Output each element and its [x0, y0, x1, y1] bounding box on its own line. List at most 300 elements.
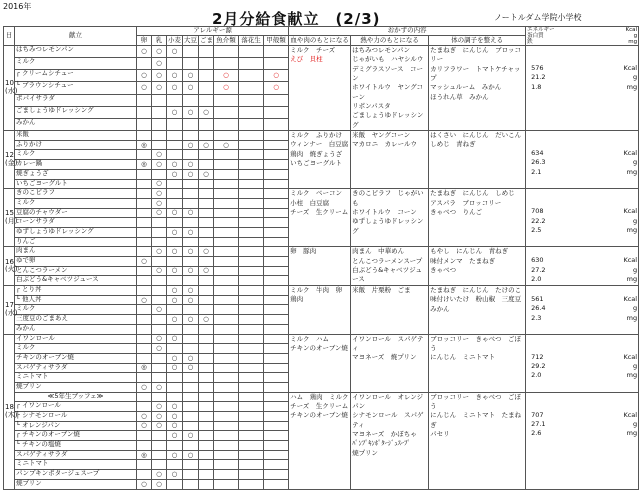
- allergen-mark: [152, 106, 167, 118]
- allergen-mark: [137, 315, 152, 325]
- allergen-mark: [214, 208, 239, 218]
- allergen-mark: ○: [152, 305, 167, 315]
- allergen-mark: [214, 106, 239, 118]
- allergen-mark: [239, 402, 264, 412]
- allergen-mark: [199, 276, 214, 286]
- blood-cell: [289, 46, 351, 131]
- allergen-mark: [137, 237, 152, 247]
- allergen-mark: [137, 58, 152, 70]
- allergen-mark: ○: [183, 315, 199, 325]
- ingredient-line: アスパラ ブロッコリー: [430, 198, 502, 207]
- allergen-mark: [183, 179, 199, 189]
- nutrition-value: 26.3 g: [531, 158, 638, 167]
- allergen-mark: [264, 431, 289, 441]
- menu-item: ┌ クリームシチュー: [15, 70, 137, 82]
- allergen-mark: [239, 118, 264, 130]
- allergen-mark: ○: [183, 160, 199, 170]
- allergen-mark: [264, 286, 289, 296]
- nutrition-cell: [526, 334, 639, 392]
- allergen-mark: [152, 118, 167, 130]
- allergen-mark: [137, 392, 152, 402]
- allergen-mark: [264, 324, 289, 334]
- allergen-mark: [214, 431, 239, 441]
- allergen-mark: [183, 421, 199, 431]
- allergen-mark: [239, 189, 264, 199]
- allergen-mark: ○: [152, 82, 167, 94]
- blood-cell: [289, 189, 351, 247]
- allergen-mark: [199, 295, 214, 305]
- allergen-mark: [214, 324, 239, 334]
- allergen-mark: [137, 334, 152, 344]
- ingredient-line: カリフラワー トマトケチャップ: [430, 64, 521, 83]
- ingredient-line: ごましょうゆドレッシング: [352, 111, 424, 129]
- allergen-mark: [199, 450, 214, 460]
- blood-cell: [289, 286, 351, 334]
- allergen-mark: [264, 382, 289, 392]
- allergen-mark: [199, 373, 214, 383]
- ingredient-line: チキンのオーブン焼: [290, 411, 348, 420]
- allergen-mark: [214, 334, 239, 344]
- allergen-mark: [199, 324, 214, 334]
- menu-item: ふりかけ: [15, 140, 137, 150]
- allergen-mark: [199, 227, 214, 237]
- menu-item: イワンロール: [15, 334, 137, 344]
- allergen-mark: [214, 198, 239, 208]
- allergen-mark: [152, 353, 167, 363]
- allergen-mark: ○: [152, 179, 167, 189]
- allergen-mark: ○: [167, 70, 183, 82]
- allergen-mark: [239, 160, 264, 170]
- allergen-mark: [239, 460, 264, 470]
- body-cell: [429, 247, 526, 286]
- allergen-mark: ○: [183, 140, 199, 150]
- nutrition-value: 2.3 mg: [531, 313, 638, 322]
- allergen-mark: ○: [183, 450, 199, 460]
- allergen-mark: [214, 227, 239, 237]
- menu-item: ≪5年生ブッフェ≫: [15, 392, 137, 402]
- allergen-mark: [239, 470, 264, 480]
- allergen-mark: [167, 140, 183, 150]
- menu-item: ミルク: [15, 305, 137, 315]
- allergen-mark: [264, 198, 289, 208]
- allergen-mark: [152, 450, 167, 460]
- allergen-mark: [183, 460, 199, 470]
- ingredient-line: チーズ 生クリーム: [290, 402, 349, 410]
- allergen-mark: [152, 295, 167, 305]
- allergen-mark: ○: [167, 412, 183, 422]
- school-name: ノートルダム学院小学校: [494, 13, 582, 22]
- allergen-mark: [264, 479, 289, 489]
- allergen-mark: [264, 189, 289, 199]
- menu-item: └ ブラウンシチュー: [15, 82, 137, 94]
- allergen-mark: ○: [167, 450, 183, 460]
- menu-item: └ チキンの塩焼: [15, 441, 137, 451]
- allergen-mark: [214, 118, 239, 130]
- allergen-mark: [239, 392, 264, 402]
- allergen-mark: [214, 150, 239, 160]
- ingredient-line: チキンのオーブン焼: [290, 343, 348, 352]
- menu-item: スパゲティサラダ: [15, 363, 137, 373]
- allergen-mark: [199, 218, 214, 228]
- ingredient-line: 味付けいたけ 粉山椒 三度豆: [430, 295, 522, 304]
- ingredient-line: たまねぎ にんじん たけのこ: [430, 286, 522, 295]
- allergen-mark: [183, 334, 199, 344]
- allergen-mark: [137, 150, 152, 160]
- ingredient-line: マヨネーズ 焼プリン: [352, 353, 417, 362]
- ingredient-line: パセリ: [430, 430, 450, 439]
- menu-item: └ オレンジパン: [15, 421, 137, 431]
- allergen-mark: [199, 460, 214, 470]
- allergen-mark: [264, 46, 289, 58]
- nutrition-header-line: 鉄 mg: [527, 39, 638, 45]
- allergen-mark: [183, 402, 199, 412]
- allergen-mark: [239, 441, 264, 451]
- allergen-mark: [264, 315, 289, 325]
- allergen-mark: [167, 131, 183, 141]
- allergen-mark: [167, 218, 183, 228]
- allergen-mark: ○: [183, 82, 199, 94]
- allergen-mark: [214, 450, 239, 460]
- allergen-mark: ○: [167, 160, 183, 170]
- allergen-mark: [214, 441, 239, 451]
- allergen-mark: ○: [199, 140, 214, 150]
- menu-item: みかん: [15, 118, 137, 130]
- allergen-mark: [152, 441, 167, 451]
- menu-item: 焼プリン: [15, 479, 137, 489]
- allergen-mark: ○: [167, 295, 183, 305]
- allergen-mark: [239, 324, 264, 334]
- allergen-mark: [264, 373, 289, 383]
- ingredient-line: ホワイトルウ ヤングコーン: [352, 83, 424, 101]
- allergen-mark: [183, 150, 199, 160]
- allergen-mark: ○: [199, 266, 214, 276]
- allergen-mark: ○: [167, 169, 183, 179]
- body-cell: [429, 46, 526, 131]
- energy-cell: [351, 247, 429, 286]
- menu-item: ごましょうゆドレッシング: [15, 106, 137, 118]
- allergen-mark: [239, 70, 264, 82]
- ingredient-line: ハム 鶏肉 ミルク: [290, 392, 349, 401]
- allergen-mark: ○: [152, 470, 167, 480]
- allergen-mark: [199, 431, 214, 441]
- allergen-mark: [152, 227, 167, 237]
- blood-cell: [289, 131, 351, 189]
- allergen-header: 大豆: [184, 35, 197, 44]
- allergen-mark: [199, 334, 214, 344]
- allergen-mark: [239, 353, 264, 363]
- allergen-mark: ○: [167, 106, 183, 118]
- allergen-mark: [214, 286, 239, 296]
- allergen-mark: [137, 344, 152, 354]
- ingredient-line: しめじ 青ねぎ: [430, 140, 476, 149]
- allergen-mark: ○: [183, 227, 199, 237]
- ingredient-line: チーズ 生クリーム: [290, 207, 349, 216]
- allergen-mark: [137, 305, 152, 315]
- allergen-mark: ○: [199, 169, 214, 179]
- allergen-mark: [239, 266, 264, 276]
- nutrition-cell: [526, 247, 639, 286]
- allergen-mark: ○: [152, 198, 167, 208]
- allergen-mark: [239, 131, 264, 141]
- allergen-mark: [239, 373, 264, 383]
- allergen-mark: [214, 189, 239, 199]
- ingredient-line: マヨネーズ かぼちゃ: [352, 430, 417, 439]
- allergen-mark: [137, 324, 152, 334]
- col-nutrition: [526, 27, 639, 46]
- col-menu: 献立: [15, 27, 137, 46]
- ingredient-line: マカロニ カレールウ: [352, 140, 417, 149]
- nutrition-header-line: エネルギー Kcal: [527, 27, 638, 33]
- allergen-mark: [152, 276, 167, 286]
- allergen-mark: [183, 392, 199, 402]
- allergen-mark: [214, 382, 239, 392]
- table-row: [4, 247, 639, 257]
- menu-item: ┌ イワンロール: [15, 402, 137, 412]
- ingredient-line: ﾊﾟﾝﾌﾟｷﾝﾎﾟﾀｰｼﾞｭｽｰﾌﾟ: [352, 439, 411, 448]
- allergen-mark: ○: [167, 286, 183, 296]
- energy-cell: [351, 189, 429, 247]
- allergen-mark: [239, 450, 264, 460]
- allergen-mark: [183, 198, 199, 208]
- allergen-mark: ○: [167, 353, 183, 363]
- body-cell: [429, 286, 526, 334]
- allergen-mark: [152, 431, 167, 441]
- allergen-mark: [199, 118, 214, 130]
- ingredient-line: 米飯 ヤングコーン: [352, 131, 411, 140]
- menu-item: 米飯: [15, 131, 137, 141]
- blood-cell: [289, 392, 351, 489]
- allergen-mark: [183, 257, 199, 267]
- menu-item: ゆずしょうゆドレッシング: [15, 227, 137, 237]
- allergen-mark: [264, 402, 289, 412]
- menu-item: はちみつレモンパン: [15, 46, 137, 58]
- menu-item: 白ぶどう&キャベツジュース: [15, 276, 137, 286]
- allergen-mark: [167, 118, 183, 130]
- ingredient-line: ブロッコリー きゃべつ ごぼう: [430, 392, 521, 410]
- allergen-mark: [199, 421, 214, 431]
- allergen-mark: ○: [137, 257, 152, 267]
- energy-cell: [351, 286, 429, 334]
- col-day: 日: [4, 27, 15, 46]
- allergen-mark: [214, 460, 239, 470]
- allergen-mark: [264, 305, 289, 315]
- allergen-mark: [264, 363, 289, 373]
- day-cell: 18 (木): [4, 334, 15, 489]
- allergen-mark: ○: [167, 227, 183, 237]
- allergen-mark: [167, 257, 183, 267]
- table-row: [4, 189, 639, 199]
- ingredient-line: ブロッコリー きゃべつ ごぼう: [430, 334, 521, 352]
- allergen-mark: [152, 392, 167, 402]
- table-row: [4, 286, 639, 296]
- allergen-mark: [137, 94, 152, 106]
- menu-item: ├ シナモンロール: [15, 412, 137, 422]
- allergen-mark: ○: [152, 412, 167, 422]
- allergen-mark: [264, 160, 289, 170]
- allergen-mark: [167, 189, 183, 199]
- allergen-mark: [183, 276, 199, 286]
- blood-cell: [289, 334, 351, 392]
- allergen-header: ごま: [200, 35, 213, 44]
- allergen-mark: [264, 441, 289, 451]
- allergen-mark: ○: [199, 315, 214, 325]
- allergen-mark: ○: [152, 421, 167, 431]
- ingredient-line: ホワイトルウ コーン: [352, 207, 417, 216]
- allergen-header: 魚介類: [214, 36, 239, 46]
- allergen-mark: [183, 373, 199, 383]
- nutrition-value: 561 Kcal: [531, 295, 638, 304]
- allergen-mark: [183, 131, 199, 141]
- menu-item: みかん: [15, 324, 137, 334]
- allergen-mark: [214, 160, 239, 170]
- allergen-mark: [264, 247, 289, 257]
- energy-cell: [351, 392, 429, 489]
- allergen-mark: [214, 305, 239, 315]
- allergen-mark: ○: [167, 470, 183, 480]
- col-allergy: アレルギー源: [137, 27, 289, 36]
- ingredient-line: たまねぎ にんじん ブロッコリー: [430, 46, 521, 64]
- allergen-mark: [239, 363, 264, 373]
- allergen-mark: [264, 150, 289, 160]
- allergen-mark: [214, 46, 239, 58]
- allergen-mark: [264, 470, 289, 480]
- allergen-mark: ○: [167, 46, 183, 58]
- ingredient-line: イワンロール スパゲティ: [352, 334, 424, 352]
- allergen-mark: ○: [199, 106, 214, 118]
- allergen-mark: [137, 218, 152, 228]
- allergen-mark: [167, 237, 183, 247]
- allergen-mark: [167, 382, 183, 392]
- allergen-mark: ○: [183, 353, 199, 363]
- nutrition-value: 712 Kcal: [531, 352, 638, 361]
- allergen-mark: [167, 58, 183, 70]
- allergen-mark: [264, 344, 289, 354]
- allergen-mark: [214, 470, 239, 480]
- menu-item: ポパイサラダ: [15, 94, 137, 106]
- allergen-mark: [264, 450, 289, 460]
- allergen-mark: [137, 441, 152, 451]
- allergen-mark: [152, 324, 167, 334]
- allergen-mark: [264, 58, 289, 70]
- ingredient-line: ほうれん草 みかん: [430, 92, 489, 101]
- ingredient-line: にんじん ミニトマト たまねぎ: [430, 411, 522, 429]
- allergen-mark: [183, 94, 199, 106]
- allergen-mark: [214, 353, 239, 363]
- allergen-mark: [214, 402, 239, 412]
- allergen-mark: [239, 412, 264, 422]
- allergen-mark: ○: [152, 58, 167, 70]
- ingredient-line: いちごヨーグルト: [290, 159, 342, 168]
- nutrition-value: 634 Kcal: [531, 149, 638, 158]
- day-cell: 12 (金): [4, 131, 15, 189]
- allergen-mark: [183, 479, 199, 489]
- allergen-mark: [199, 363, 214, 373]
- allergen-mark: [214, 257, 239, 267]
- allergen-mark: [264, 140, 289, 150]
- allergen-mark: [137, 208, 152, 218]
- ingredient-line: きゃべつ りんご: [430, 207, 483, 216]
- allergen-mark: [199, 150, 214, 160]
- allergen-mark: [167, 198, 183, 208]
- allergen-mark: [167, 179, 183, 189]
- allergen-mark: [167, 94, 183, 106]
- allergen-mark: [137, 131, 152, 141]
- allergen-mark: ○: [152, 150, 167, 160]
- allergen-mark: [214, 94, 239, 106]
- menu-item: いちごヨーグルト: [15, 179, 137, 189]
- allergen-mark: [264, 353, 289, 363]
- allergen-mark: [264, 421, 289, 431]
- allergen-mark: [264, 106, 289, 118]
- allergen-mark: [137, 179, 152, 189]
- nutrition-value: 27.1 g: [531, 420, 638, 428]
- allergen-mark: [183, 118, 199, 130]
- allergen-mark: [152, 373, 167, 383]
- ingredient-line: ミルク ふりかけ: [290, 131, 342, 140]
- allergen-mark: ◎: [137, 450, 152, 460]
- nutrition-cell: [526, 392, 639, 489]
- allergen-mark: [199, 179, 214, 189]
- day-cell: 10 (水): [4, 46, 15, 131]
- allergen-mark: [214, 392, 239, 402]
- menu-item: ミニトマト: [15, 373, 137, 383]
- ingredient-line: 卵 豚肉: [290, 247, 317, 256]
- nutrition-cell: [526, 286, 639, 334]
- nutrition-value: 2.5 mg: [531, 225, 638, 234]
- nutrition-value: 22.2 g: [531, 216, 638, 225]
- allergen-header: 卵: [137, 36, 152, 46]
- allergen-mark: [167, 305, 183, 315]
- allergen-mark: [214, 179, 239, 189]
- nutrition-value: 2.6 mg: [531, 429, 638, 438]
- allergen-mark: ○: [137, 82, 152, 94]
- body-cell: [429, 392, 526, 489]
- menu-item: りんご: [15, 237, 137, 247]
- nutrition-cell: [526, 131, 639, 189]
- allergen-mark: [239, 208, 264, 218]
- allergen-mark: ○: [264, 82, 289, 94]
- menu-item: とんこつラーメン: [15, 266, 137, 276]
- ingredient-line: 小柱 白豆腐: [290, 198, 330, 207]
- nutrition-value: 29.2 g: [531, 361, 638, 370]
- nutrition-value: 2.1 mg: [531, 167, 638, 176]
- allergen-mark: [264, 237, 289, 247]
- allergen-mark: [137, 460, 152, 470]
- allergen-mark: [183, 58, 199, 70]
- table-row: [4, 334, 639, 344]
- allergen-mark: [199, 131, 214, 141]
- allergen-mark: [152, 169, 167, 179]
- ingredient-line: 焼プリン: [352, 448, 378, 457]
- page-title: 2月分給食献立 (2/3): [212, 10, 381, 28]
- ingredient-line: みかん: [430, 304, 450, 313]
- nutrition-value: 27.2 g: [531, 265, 638, 274]
- allergen-mark: [199, 208, 214, 218]
- menu-item: ミニトマト: [15, 460, 137, 470]
- allergen-mark: [214, 373, 239, 383]
- ingredient-line: 鶏肉: [290, 295, 304, 304]
- allergen-mark: [167, 276, 183, 286]
- nutrition-value: 576 Kcal: [531, 64, 638, 72]
- allergen-mark: [152, 131, 167, 141]
- allergen-mark: [239, 94, 264, 106]
- allergen-mark: [264, 266, 289, 276]
- allergen-mark: ○: [167, 266, 183, 276]
- menu-item: パンプキンポタージュスープ: [15, 470, 137, 480]
- allergen-mark: [239, 198, 264, 208]
- ingredient-line: とんこつラーメンスープ: [352, 256, 423, 265]
- nutrition-value: 2.0 mg: [531, 275, 638, 284]
